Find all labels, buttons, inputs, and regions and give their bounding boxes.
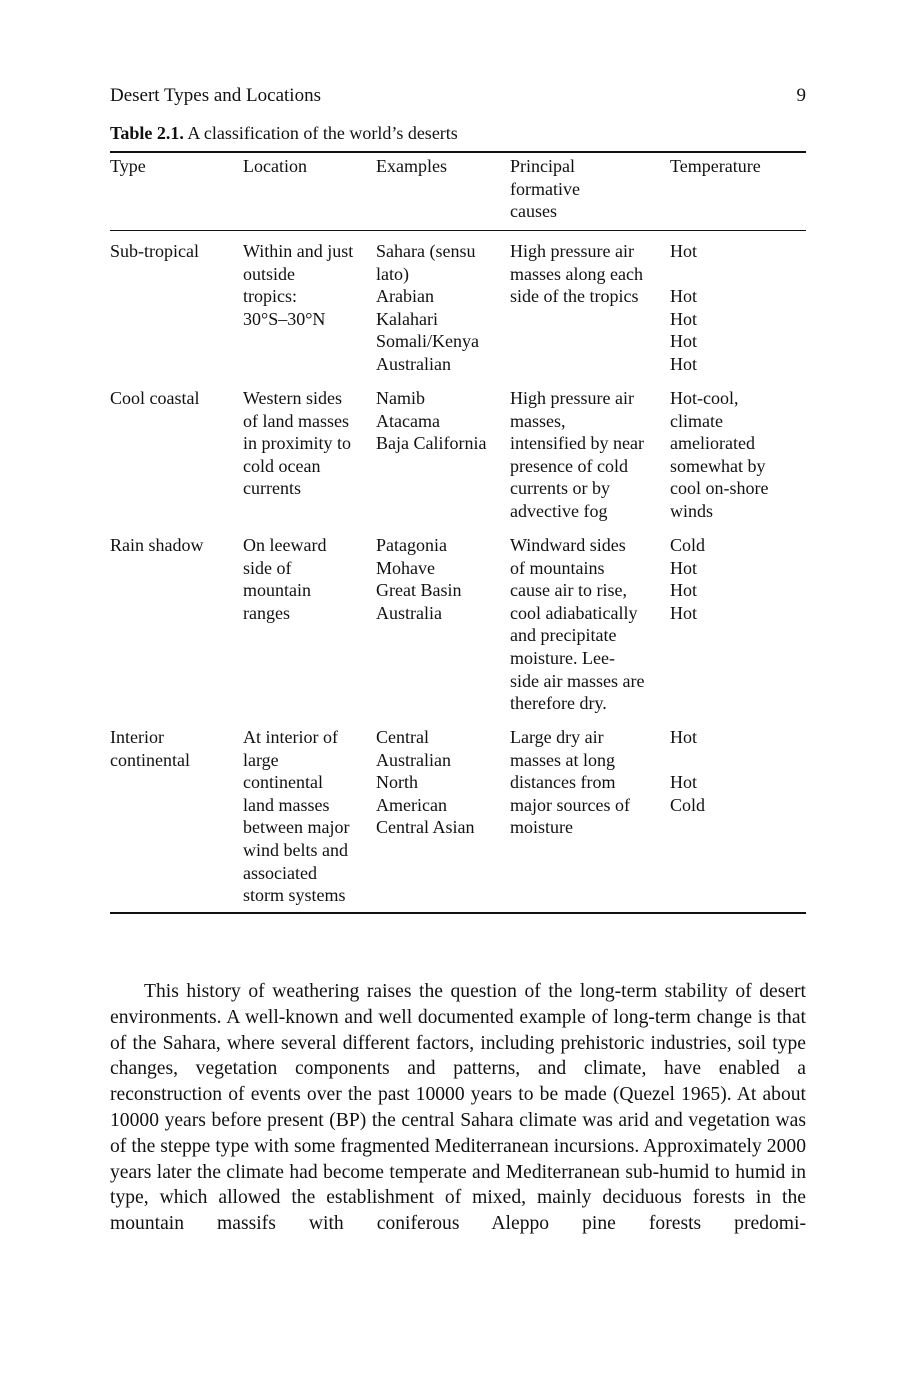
cell-examples: Namib Atacama Baja California xyxy=(376,388,487,454)
table-bottom-rule xyxy=(110,912,806,914)
table-header-rule xyxy=(110,230,806,231)
table-caption-text: A classification of the world’s deserts xyxy=(183,123,458,143)
cell-examples: Patagonia Mohave Great Basin Australia xyxy=(376,535,462,623)
cell-causes: High pressure air masses along each side of the tropics xyxy=(510,241,643,307)
cell-causes: High pressure air masses, intensified by near presence of cold currents or by advective fog xyxy=(510,388,644,521)
cell-location: Western sides of land masses in proximity to cold ocean currents xyxy=(243,388,351,499)
cell-examples: Central Australian North American Central Asian xyxy=(376,727,475,838)
cell-examples: Sahara (sensu lato) Arabian Kalahari Somali/Kenya Australian xyxy=(376,241,479,374)
cell-location: Within and just outside tropics: 30°S–30°N xyxy=(243,241,354,329)
cell-temperature: Cold Hot Hot Hot xyxy=(670,535,706,623)
body-paragraph: This history of weathering raises the question of the long-term stability of desert environments. A well-known and well documented example of long-term change is that of the Sahara, where several different factors, including prehistoric industries, soil type changes, vegetation components and patterns, and climate, have enabled a reconstruction of events over the past 10000 years to be made (Quezel 1965). At about 10000 years before present (BP) the central Sahara climate was arid and vegetation was of the steppe type with some fragmented Mediterranean incursions. Approximately 2000 years later the climate had become temperate and Mediterranean sub-humid to humid in type, which allowed the establishment of mixed, mainly deciduous forests in the mountain massifs with coniferous Aleppo pine forests predomi- xyxy=(110,981,806,1235)
cell-temperature: Hot Hot Hot Hot Hot xyxy=(670,241,697,374)
table-top-rule xyxy=(110,151,806,153)
cell-location: At interior of large continental land masses between major wind belts and associated storm systems xyxy=(243,727,350,906)
cell-causes: Large dry air masses at long distances from major sources of moisture xyxy=(510,727,630,838)
running-head-title: Desert Types and Locations xyxy=(110,85,321,106)
page-number: 9 xyxy=(796,85,806,106)
cell-type: Cool coastal xyxy=(110,388,200,408)
header-temperature: Temperature xyxy=(670,156,761,176)
cell-type: Interior continental xyxy=(110,727,190,770)
table-caption xyxy=(110,122,806,144)
cell-temperature: Hot-cool, climate ameliorated somewhat by cool on-shore winds xyxy=(670,388,769,521)
table-caption-label: Table 2.1. xyxy=(110,123,184,143)
header-type: Type xyxy=(110,156,146,176)
cell-temperature: Hot Hot Cold xyxy=(670,727,706,815)
body-text xyxy=(110,979,806,1237)
cell-type: Rain shadow xyxy=(110,535,204,555)
cell-causes: Windward sides of mountains cause air to rise, cool adiabatically and precipitate moisture. Lee- side air masses are therefore dry. xyxy=(510,535,645,714)
header-causes: Principal formative causes xyxy=(510,156,580,222)
header-examples: Examples xyxy=(376,156,447,176)
cell-location: On leeward side of mountain ranges xyxy=(243,535,327,623)
header-location: Location xyxy=(243,156,307,176)
cell-type: Sub-tropical xyxy=(110,241,199,261)
